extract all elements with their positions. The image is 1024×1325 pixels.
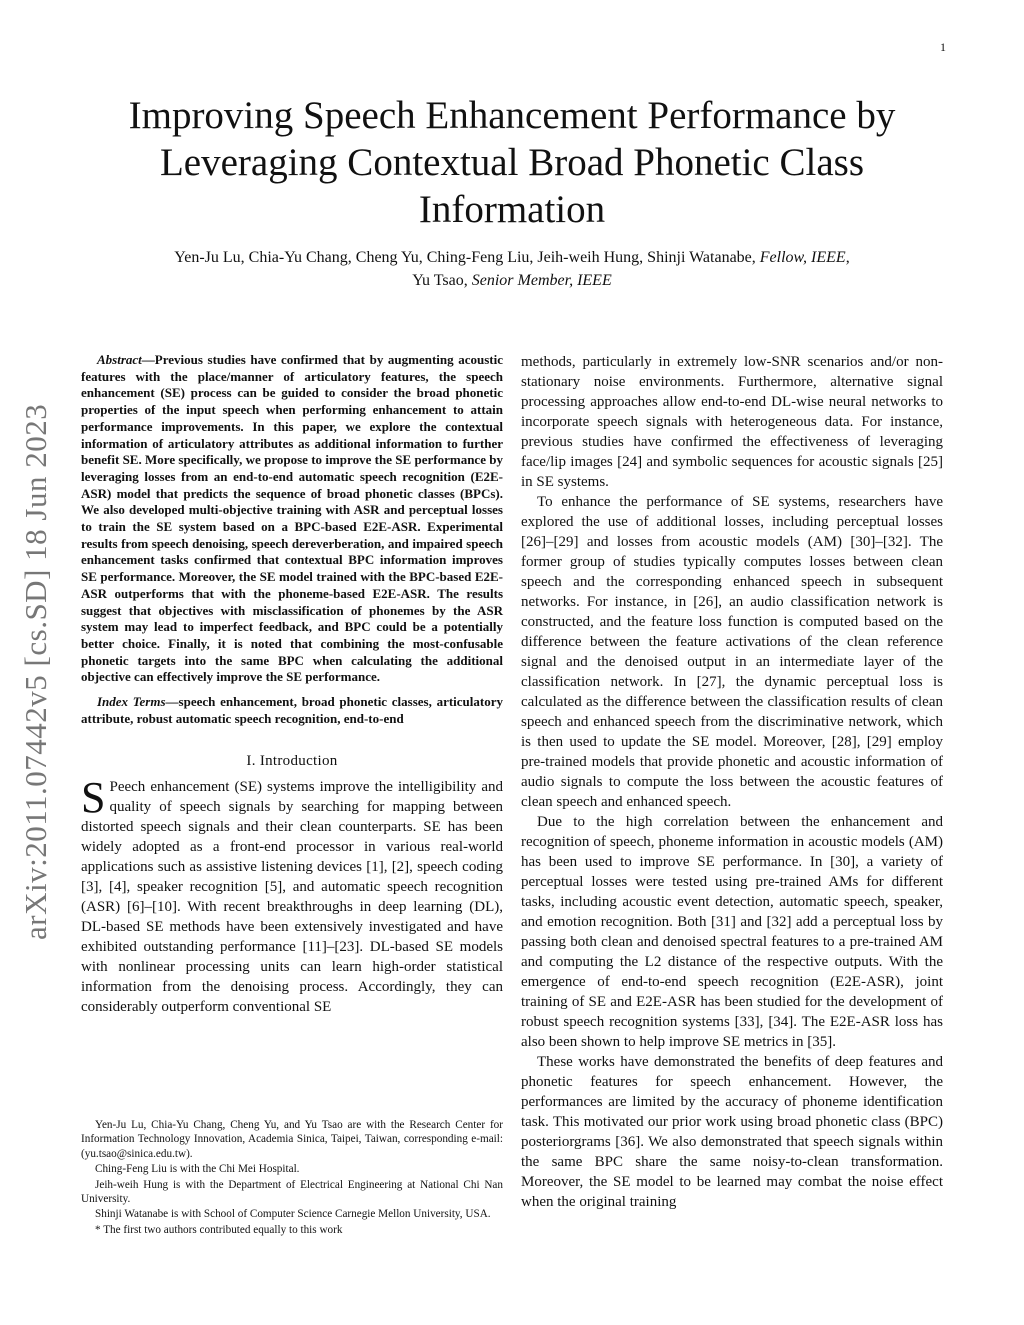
footnote-affiliation-2: Ching-Feng Liu is with the Chi Mei Hospital.	[95, 1163, 300, 1176]
authors-line-1: Yen-Ju Lu, Chia-Yu Chang, Cheng Yu, Ching-Feng Liu, Jeih-weih Hung, Shinji Watanabe,	[174, 249, 760, 266]
authors-line-1-end: ,	[845, 249, 850, 266]
abstract-label: Abstract	[97, 352, 142, 367]
footnote-affiliation-3: Jeih-weih Hung is with the Department of Electrical Engineering at National Chi Nan University.	[81, 1178, 503, 1206]
author-list	[80, 246, 944, 292]
intro-paragraph-2: To enhance the performance of SE systems, researchers have explored the use of additional losses, including perceptual losses [26]–[29] and losses from acoustic models (AM) [30]–[32]. The former group of studies typically computes losses between clean speech and the corresponding enhanced speech in subsequent networks. For instance, in [26], an audio classification network is constructed, and the feature loss function is computed based on the difference between the feature activations of the clean reference signal and the denoised output in an intermediate layer of the classification network. In [27], the dynamic perceptual loss is calculated as the difference between the classification results of clean speech and enhanced speech from the discriminative network, which is then used to update the SE model. Moreover, [28], [29] employ pre-trained models that provide phonetic and acoustic information of audio signals to compute the loss between the acoustic features of clean speech and enhanced speech.	[521, 494, 943, 810]
intro-paragraph-1-continued: methods, particularly in extremely low-SNR scenarios and/or non-stationary noise environments. Furthermore, alternative signal processing approaches allow end-to-end DL-wise neural networks to incorporate speech signals with heterogeneous data. For instance, previous studies have confirmed the effectiveness of leveraging face/lip images [24] and symbolic sequences for acoustic signals [25] in SE systems.	[521, 354, 943, 490]
author-role-senior: Senior Member, IEEE	[471, 272, 612, 289]
arxiv-identifier: arXiv:2011.07442v5 [cs.SD] 18 Jun 2023	[18, 403, 53, 940]
index-terms-label: Index Terms	[97, 694, 166, 710]
intro-paragraph-1	[81, 773, 503, 1017]
intro-paragraph-4: These works have demonstrated the benefits of deep features and phonetic features for speech enhancement. However, the performances are limited by the accuracy of phoneme identification task. This motivated our prior work using broad phonetic class (BPC) posteriorgrams [36]. We also demonstrated that speech signals within the same BPC share the same noisy-to-clean transformation. Moreover, the SE model to be learned may combat the noise effect when the original training	[521, 1054, 943, 1210]
section-heading-introduction: I. Introduction	[246, 753, 338, 770]
author-role-fellow: Fellow, IEEE	[759, 249, 846, 266]
authors-line-2: Yu Tsao,	[412, 272, 472, 289]
footnote-affiliation-1: Yen-Ju Lu, Chia-Yu Chang, Cheng Yu, and Yu Tsao are with the Research Center for Information Technology Innovation, Academia Sinica, Taipei, Taiwan, corresponding e-mail: (yu.tsao@sinica.edu.tw).	[81, 1119, 503, 1160]
intro-paragraph-3: Due to the high correlation between the enhancement and recognition of speech, phoneme information in acoustic models (AM) has been used to improve SE performance. In [30], a variety of perceptual losses were tested using pre-trained AMs for different tasks, including acoustic event detection, automatic speech, speaker, and emotion recognition. Both [31] and [32] add a perceptual loss by passing both clean and denoised spectral features to a pre-trained AM and computing the L2 distance of the respective outputs. With the emergence of end-to-end speech recognition (E2E-ASR), joint training of SE and E2E-ASR has been studied for the development of robust speech recognition systems [33], [34]. The E2E-ASR loss has also been shown to help improve SE metrics in [35].	[521, 814, 943, 1050]
intro-paragraph-1-text: Peech enhancement (SE) systems improve the intelligibility and quality of speech signals by searching for mapping between distorted speech signals and their clean counterparts. SE has been widely adopted as a front-end processor in various real-world applications such as assistive listening devices [1], [2], speech coding [3], [4], speaker recognition [5], and automatic speech recognition (ASR) [6]–[10]. With recent breakthroughs in deep learning (DL), DL-based SE methods have been extensively investigated and have exhibited outstanding performance [11]–[23]. DL-based SE models with nonlinear processing units can learn high-order statistical information from the denoising process. Accordingly, they can considerably outperform conventional SE	[81, 779, 503, 1016]
abstract	[81, 352, 503, 686]
abstract-text: —Previous studies have confirmed that by augmenting acoustic features with the place/manner of articulatory features, the speech enhancement (SE) process can be guided to consider the broad phonetic properties of the input speech when performing enhancement to attain performance improvements. In this paper, we explore the contextual information of articulatory attributes as additional information to further benefit SE. More specifically, we propose to improve the SE performance by leveraging losses from an end-to-end automatic speech recognition (E2E-ASR) model that predicts the sequence of broad phonetic classes (BPCs). We also developed multi-objective training with ASR and perceptual losses to train the SE system based on a BPC-based E2E-ASR. Experimental results from speech denoising, speech dereverberation, and impaired speech enhancement tasks confirmed that contextual BPC information improves SE performance. Moreover, the SE model trained with the BPC-based E2E-ASR outperforms that with the phoneme-based E2E-ASR. The results suggest that objectives with misclassification of phonemes by the ASR system may lead to imperfect feedback, and BPC could be a potentially better choice. Finally, it is noted that combining the most-confusable phonetic targets into the same BPC when calculating the additional objective can effectively improve the SE performance.	[81, 352, 503, 685]
footnote-equal-contribution: * The first two authors contributed equally to this work	[95, 1223, 343, 1236]
paper-title: Improving Speech Enhancement Performance by Leveraging Contextual Broad Phonetic Class Information	[128, 94, 896, 231]
right-column	[521, 352, 943, 1212]
footnotes	[81, 1118, 503, 1238]
drop-cap: S	[81, 773, 106, 823]
index-terms-text: —speech enhancement, broad phonetic classes, articulatory attribute, robust automatic speech recognition, end-to-end	[81, 694, 504, 726]
index-terms	[81, 694, 503, 727]
page-number: 1	[940, 40, 946, 54]
footnote-affiliation-4: Shinji Watanabe is with School of Computer Science Carnegie Mellon University, USA.	[95, 1208, 491, 1221]
left-column	[81, 352, 503, 1017]
